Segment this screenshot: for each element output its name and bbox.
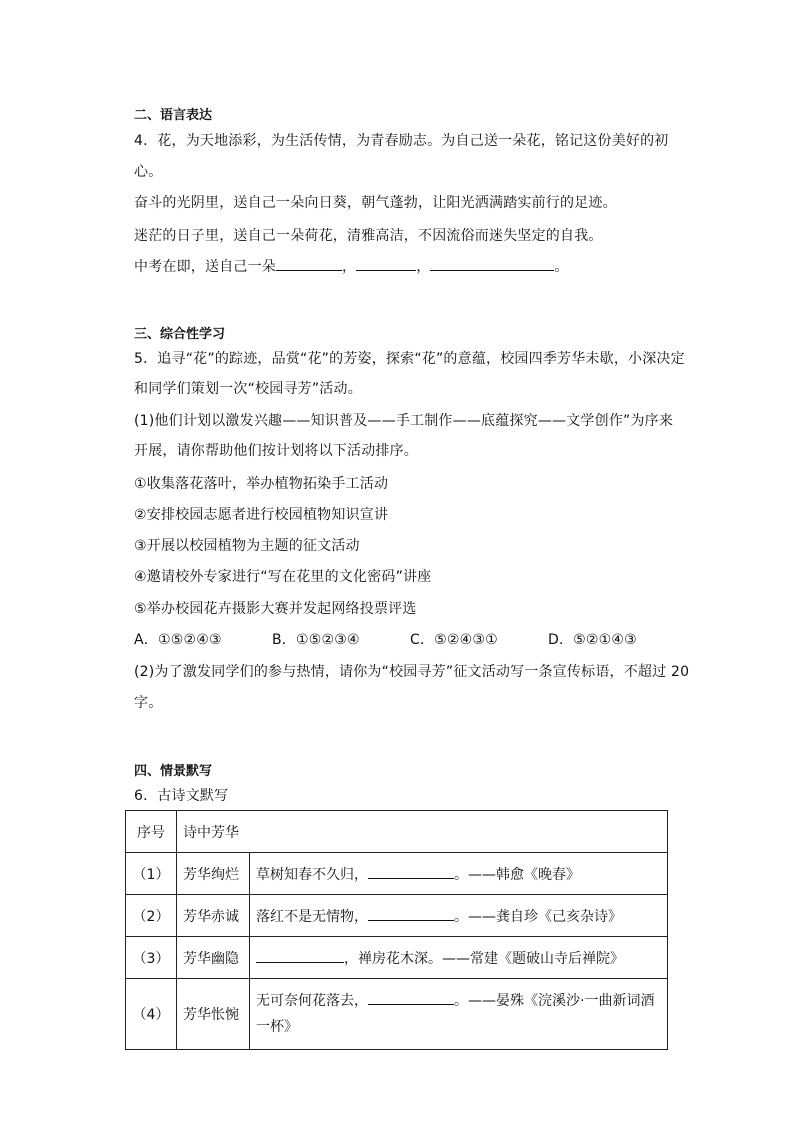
- activity-item-4: ④邀请校外专家进行“写在花里的文化密码”讲座: [134, 569, 432, 585]
- row-content: [250, 895, 668, 937]
- subquestion-1-line1: (1)他们计划以激发兴趣——知识普及——手工制作——底蕴探究——文学创作”为序来: [134, 413, 674, 429]
- row-theme: 芳华幽隐: [177, 937, 250, 979]
- verse-text: 落红不是无情物，: [256, 908, 368, 925]
- section-title-comprehensive: 三、综合性学习: [134, 327, 226, 342]
- question-6: 6．古诗文默写: [134, 788, 229, 804]
- verse-source: 。——龚自珍《己亥杂诗》: [454, 908, 622, 925]
- row-theme: 芳华赤诚: [177, 895, 250, 937]
- example-sunflower: 奋斗的光阴里，送自己一朵向日葵，朝气蓬勃，让阳光洒满踏实前行的足迹。: [134, 195, 617, 211]
- answer-blank[interactable]: [368, 906, 454, 921]
- verse-source: 。——晏殊《浣溪沙·一曲新词酒: [454, 993, 655, 1009]
- example-lotus: 迷茫的日子里，送自己一朵荷花，清雅高洁，不因流俗而迷失坚定的自我。: [134, 228, 603, 244]
- table-row: [126, 853, 668, 895]
- subquestion-2-line1: (2)为了激发同学们的参与热情，请你为“校园寻芳”征文活动写一条宣传标语，不超过 20: [134, 664, 690, 680]
- row-content: [250, 853, 668, 895]
- verse-text: 无可奈何花落去，: [256, 993, 368, 1009]
- row-number: （4）: [126, 979, 177, 1050]
- answer-blank[interactable]: [368, 864, 454, 879]
- header-theme: 诗中芳华: [177, 811, 668, 853]
- separator: ，: [416, 259, 431, 275]
- activity-item-5: ⑤举办校园花卉摄影大赛并发起网络投票评选: [134, 601, 417, 617]
- answer-blank-1[interactable]: [276, 256, 342, 271]
- question-5-line2: 和同学们策划一次“校园寻芳”活动。: [134, 381, 362, 397]
- answer-blank[interactable]: [368, 990, 454, 1005]
- option-a[interactable]: A．①⑤②④③: [134, 632, 222, 648]
- row-content: [250, 979, 668, 1050]
- answer-blank-2[interactable]: [356, 256, 416, 271]
- verse-source: ，禅房花木深。——常建《题破山寺后禅院》: [344, 950, 624, 967]
- answer-blank[interactable]: [256, 948, 344, 963]
- option-c[interactable]: C．⑤②④③①: [410, 632, 498, 648]
- row-theme: 芳华绚烂: [177, 853, 250, 895]
- table-row: [126, 937, 668, 979]
- header-number: 序号: [126, 811, 177, 853]
- option-b[interactable]: B．①⑤②③④: [272, 632, 360, 648]
- option-d[interactable]: D．⑤②①④③: [548, 632, 637, 648]
- section-title-dictation: 四、情景默写: [134, 764, 213, 779]
- period: 。: [554, 259, 569, 275]
- activity-item-2: ②安排校园志愿者进行校园植物知识宣讲: [134, 507, 389, 523]
- question-4-line2: 心。: [134, 164, 163, 180]
- row-number: （1）: [126, 853, 177, 895]
- verse-source-continued: 一杯》: [256, 1019, 298, 1035]
- verse-source: 。——韩愈《晚春》: [454, 866, 580, 883]
- prompt-prefix: 中考在即，送自己一朵: [134, 259, 276, 275]
- verse-text: 草树知春不久归，: [256, 866, 368, 883]
- table-header-row: [126, 811, 668, 853]
- separator: ，: [342, 259, 357, 275]
- row-content: [250, 937, 668, 979]
- subquestion-1-line2: 开展，请你帮助他们按计划将以下活动排序。: [134, 443, 418, 459]
- row-theme: 芳华怅惋: [177, 979, 250, 1050]
- poetry-table: [125, 810, 668, 1050]
- question-4-prompt: [134, 256, 569, 276]
- subquestion-2-line2: 字。: [134, 695, 163, 711]
- question-4-line1: 4．花，为天地添彩，为生活传情，为青春励志。为自己送一朵花，铭记这份美好的初: [134, 133, 669, 149]
- section-title-language: 二、语言表达: [134, 108, 213, 123]
- activity-item-3: ③开展以校园植物为主题的征文活动: [134, 538, 360, 554]
- activity-item-1: ①收集落花落叶，举办植物拓染手工活动: [134, 476, 389, 492]
- table-row: [126, 895, 668, 937]
- row-number: （2）: [126, 895, 177, 937]
- answer-blank-3[interactable]: [430, 256, 554, 271]
- row-number: （3）: [126, 937, 177, 979]
- question-5-line1: 5．追寻“花”的踪迹，品赏“花”的芳姿，探索“花”的意蕴，校园四季芳华未歇，小深决定: [134, 351, 685, 367]
- table-row: [126, 979, 668, 1050]
